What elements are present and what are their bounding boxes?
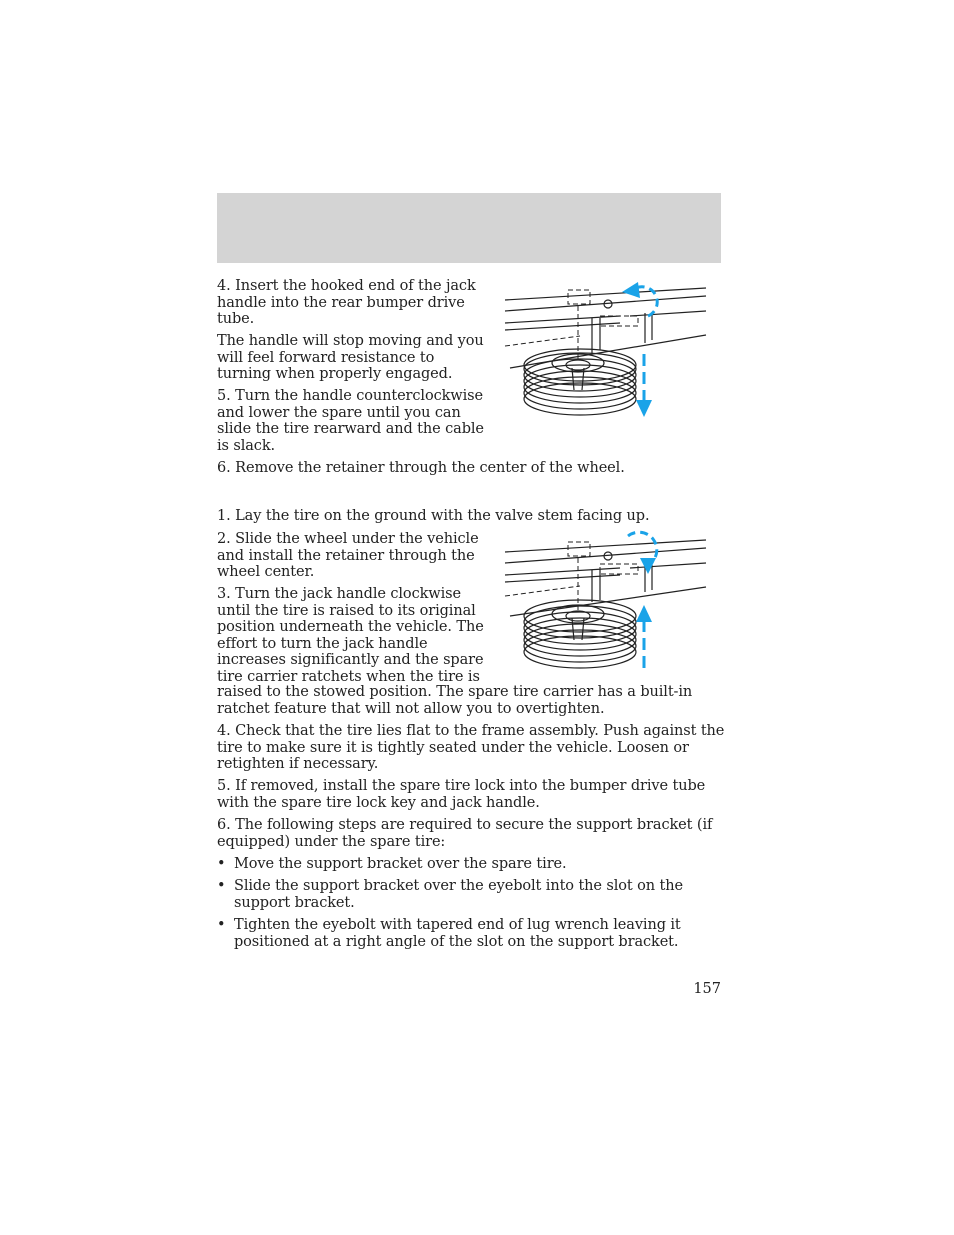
stowing-step-4: 4. Check that the tire lies flat to the frame assembly. Push against the tire to make sure it is tightly seated under the vehicle. Loosen or retighten if necessary.	[217, 723, 725, 772]
section-header-band	[217, 193, 721, 263]
stowing-step-1: 1. Lay the tire on the ground with the valve stem facing up.	[217, 508, 650, 524]
removal-step-4-note: The handle will stop moving and you will feel forward resistance to turning when properly engaged.	[217, 333, 484, 382]
bullet-list-item	[217, 878, 725, 911]
bullet-text: Slide the support bracket over the eyebolt into the slot on the support bracket.	[234, 878, 683, 911]
bullet-list-item	[217, 856, 725, 873]
raising-spare-tire-illustration	[500, 530, 712, 675]
removal-step-5: 5. Turn the handle counterclockwise and lower the spare until you can slide the tire rearward and the cable is slack.	[217, 388, 484, 454]
lowering-spare-tire-illustration	[500, 278, 712, 423]
stowing-step-3-part-b: raised to the stowed position. The spare tire carrier has a built-in ratchet feature that will not allow you to overtighten.	[217, 684, 693, 717]
stowing-step-6: 6. The following steps are required to secure the support bracket (if equipped) under the spare tire:	[217, 817, 713, 850]
bullet-text: Tighten the eyebolt with tapered end of lug wrench leaving it positioned at a right angle of the slot on the support bracket.	[234, 917, 681, 950]
bullet-list-item	[217, 917, 725, 950]
stowing-step-3-part-a: 3. Turn the jack handle clockwise until the tire is raised to its original position underneath the vehicle. The effort to turn the jack handle increases significantly and the spare tire carrier ratchets when the tire is	[217, 586, 484, 685]
bullet-dot-icon: •	[217, 856, 226, 872]
removal-step-6: 6. Remove the retainer through the center of the wheel.	[217, 460, 625, 476]
stowing-step-5: 5. If removed, install the spare tire lock into the bumper drive tube with the spare tire lock key and jack handle.	[217, 778, 706, 811]
bullet-dot-icon: •	[217, 878, 226, 894]
stowing-step-2: 2. Slide the wheel under the vehicle and install the retainer through the wheel center.	[217, 531, 479, 580]
bullet-dot-icon: •	[217, 917, 226, 933]
removal-step-4: 4. Insert the hooked end of the jack handle into the rear bumper drive tube.	[217, 278, 476, 327]
page-number: 157	[693, 981, 721, 997]
bullet-text: Move the support bracket over the spare tire.	[234, 856, 567, 872]
